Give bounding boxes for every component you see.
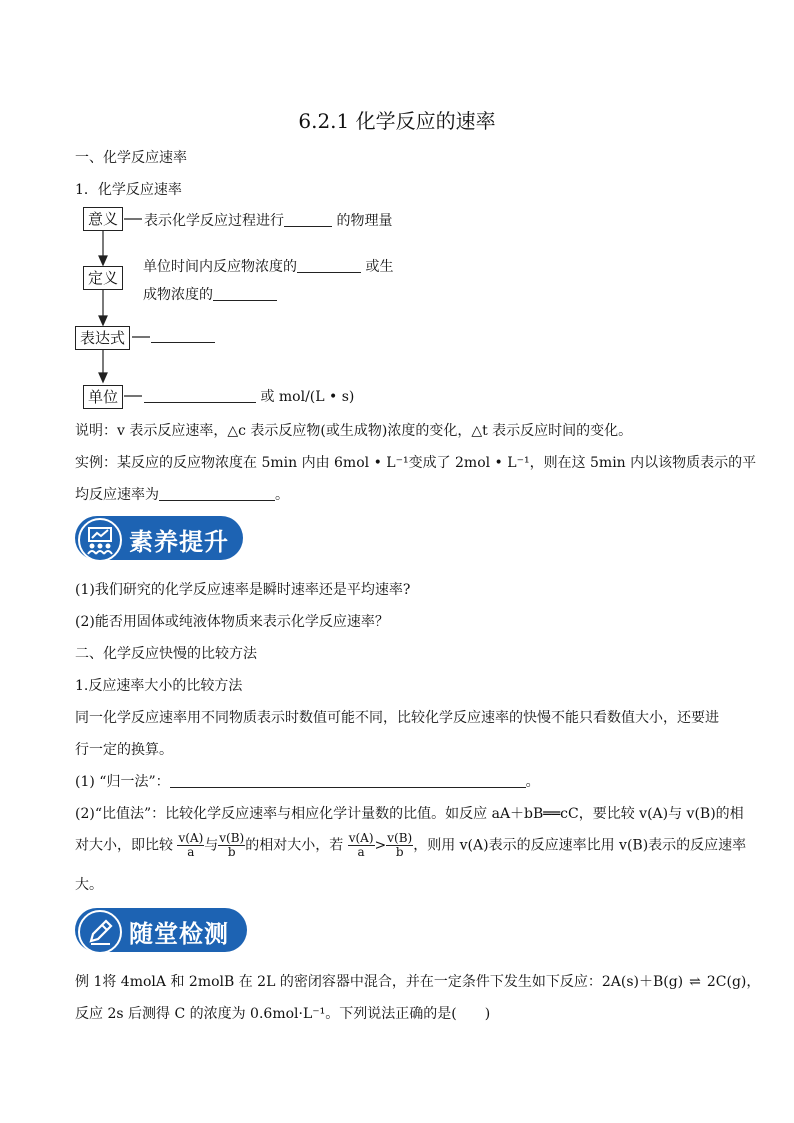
expression-blank-wrap xyxy=(151,328,215,345)
frac-num: v(B) xyxy=(219,831,245,845)
note-text: 说明：v 表示反应速率，△c 表示反应物(或生成物)浓度的变化，△t 表示反应时间的变化。 xyxy=(75,423,633,439)
unit-tail: 或 mol/(L • s) xyxy=(260,389,355,405)
blank-7[interactable] xyxy=(170,773,526,788)
unit-text xyxy=(144,386,354,406)
method-2-text-c: 的相对大小，若 xyxy=(245,837,344,854)
subheading-2: 1.反应速率大小的比较方法 xyxy=(75,678,243,694)
meaning-desc: 表示化学反应过程进行 xyxy=(144,213,284,229)
fraction-vA-a xyxy=(177,832,204,859)
blank-5[interactable] xyxy=(144,388,256,403)
method-1 xyxy=(75,771,540,791)
frac-num: v(A) xyxy=(348,831,374,845)
method-2-line-2 xyxy=(75,832,746,859)
frac-num: v(B) xyxy=(387,831,413,845)
badge-literacy xyxy=(75,516,243,560)
definition-tail: 或生 xyxy=(365,259,394,275)
section-heading-1: 一、化学反应速率 xyxy=(75,150,187,166)
meaning-text xyxy=(144,210,392,230)
method-2-line-1: (2)“比值法”：比较化学反应速率与相应化学计量数的比值。如反应 aA＋bB══cC，要比较 v(A)与 v(B)的相 xyxy=(75,806,744,822)
fraction-vA-a-2 xyxy=(348,832,375,859)
paragraph-line-2: 行一定的换算。 xyxy=(75,742,173,758)
box-unit: 单位 xyxy=(83,385,123,409)
method-1-end: 。 xyxy=(525,774,540,790)
fraction-vB-b-2 xyxy=(386,832,413,859)
example1-text: 例 1将 4molA 和 2molB 在 2L 的密闭容器中混合，并在一定条件下发生如下反应：2A(s)＋B(g) xyxy=(75,974,684,990)
equilibrium-arrow: ⇌ xyxy=(689,974,701,990)
definition-desc: 单位时间内反应物浓度的 xyxy=(143,259,297,275)
definition-desc-2: 成物浓度的 xyxy=(143,287,213,303)
definition-text-2 xyxy=(143,284,277,304)
question-1: (1)我们研究的化学反应速率是瞬时速率还是平均速率? xyxy=(75,582,411,598)
paragraph-line-1: 同一化学反应速率用不同物质表示时数值可能不同，比较化学反应速率的快慢不能只看数值大小，还要进 xyxy=(75,710,719,726)
page-title: 6.2.1 化学反应的速率 xyxy=(298,109,496,133)
box-expression: 表达式 xyxy=(75,326,130,350)
fraction-vB-b xyxy=(218,832,245,859)
method-2-text-d: ，则用 v(A)表示的反应速率比用 v(B)表示的反应速率 xyxy=(413,837,747,854)
frac-den: a xyxy=(357,845,365,859)
method-1-label: (1) “归一法”： xyxy=(75,774,170,790)
example-line-1: 实例：某反应的反应物浓度在 5min 内由 6mol • L⁻¹变成了 2mol • L⁻¹，则在这 5min 内以该物质表示的平 xyxy=(75,455,757,471)
frac-num: v(A) xyxy=(178,831,204,845)
box-definition: 定义 xyxy=(83,266,123,290)
example-end: 。 xyxy=(275,487,289,503)
definition-text-1 xyxy=(143,256,393,276)
frac-den: a xyxy=(187,845,195,859)
blank-2[interactable] xyxy=(297,258,361,273)
method-2-text-b: 与 xyxy=(204,837,219,854)
example-line-2 xyxy=(75,484,289,504)
pencil-icon xyxy=(78,910,122,954)
example1-end: 2C(g)， xyxy=(706,974,761,990)
badge-label: 素养提升 xyxy=(129,528,229,556)
subheading-1: 1．化学反应速率 xyxy=(75,182,182,198)
frac-den: b xyxy=(227,845,236,859)
blank-6[interactable] xyxy=(159,486,275,501)
method-2-line-3: 大。 xyxy=(75,877,103,893)
example1-line-2: 反应 2s 后测得 C 的浓度为 0.6mol·L⁻¹。下列说法正确的是( ) xyxy=(75,1006,491,1022)
badge-classroom-test xyxy=(75,908,247,952)
blank-1[interactable] xyxy=(284,212,332,227)
example-text: 均反应速率为 xyxy=(75,487,159,503)
example1-line-1 xyxy=(75,971,760,991)
blank-3[interactable] xyxy=(213,286,277,301)
section-heading-2: 二、化学反应快慢的比较方法 xyxy=(75,646,257,662)
box-meaning: 意义 xyxy=(83,207,123,231)
method-2-text-a: 对大小，即比较 xyxy=(75,837,173,854)
meaning-tail: 的物理量 xyxy=(336,213,393,229)
people-chart-icon xyxy=(78,518,122,562)
blank-4[interactable] xyxy=(151,328,215,343)
greater-than: > xyxy=(374,837,387,854)
frac-den: b xyxy=(395,845,404,859)
badge-label: 随堂检测 xyxy=(129,920,229,948)
question-2: (2)能否用固体或纯液体物质来表示化学反应速率？ xyxy=(75,614,389,630)
